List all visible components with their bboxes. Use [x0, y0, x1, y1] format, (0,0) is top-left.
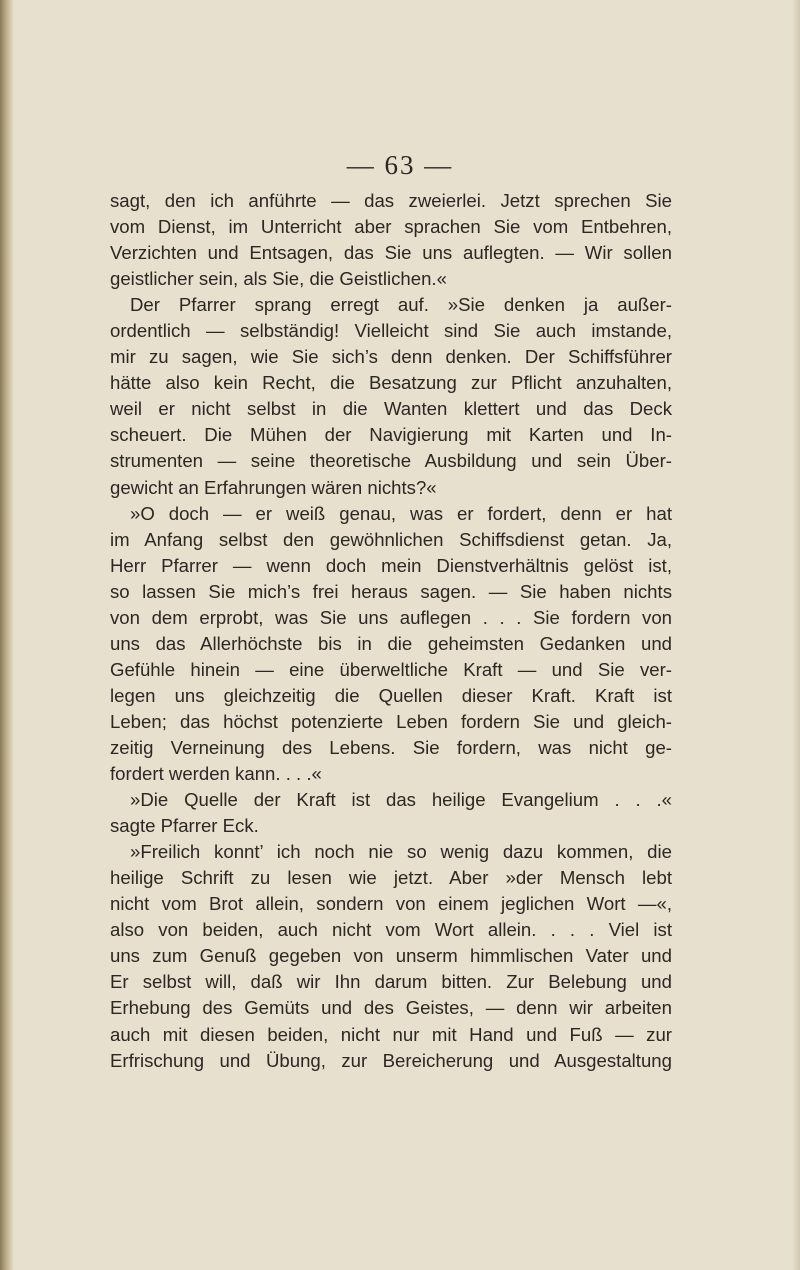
text-line: »Die Quelle der Kraft ist das heilige Evangelium . . .«: [130, 789, 672, 811]
text-line: geistlicher sein, als Sie, die Geistlichen.«: [110, 268, 447, 290]
paragraph-4: [110, 787, 672, 839]
text-line: »Freilich konnt’ ich noch nie so wenig dazu kommen, die: [130, 841, 672, 863]
text-line: legen uns gleichzeitig die Quellen dieser Kraft. Kraft ist: [110, 684, 672, 706]
text-line: mir zu sagen, wie Sie sich’s denn denken. Der Schiffsführer: [110, 346, 672, 368]
text-line: hätte also kein Recht, die Besatzung zur Pflicht anzuhalten,: [110, 372, 672, 394]
text-line: von dem erprobt, was Sie uns auflegen . . . Sie fordern von: [110, 606, 672, 628]
text-line: zeitig Verneinung des Lebens. Sie fordern, was nicht ge-: [110, 736, 672, 758]
text-line: Verzichten und Entsagen, das Sie uns auflegten. — Wir sollen: [110, 242, 672, 264]
page-edge-right: [792, 0, 800, 1270]
page-edge-left: [0, 0, 14, 1270]
text-line: Erhebung des Gemüts und des Geistes, — denn wir arbeiten: [110, 997, 672, 1019]
text-line: nicht vom Brot allein, sondern von einem jeglichen Wort —«,: [110, 893, 672, 915]
text-line: sagte Pfarrer Eck.: [110, 815, 259, 837]
text-line: fordert werden kann. . . .«: [110, 763, 322, 785]
text-line: vom Dienst, im Unterricht aber sprachen Sie vom Entbehren,: [110, 216, 672, 238]
text-line: uns das Allerhöchste bis in die geheimsten Gedanken und: [110, 632, 672, 654]
text-line: weil er nicht selbst in die Wanten klettert und das Deck: [110, 398, 672, 420]
text-line: »O doch — er weiß genau, was er fordert, denn er hat: [130, 502, 672, 524]
text-line: gewicht an Erfahrungen wären nichts?«: [110, 476, 437, 498]
paragraph-3: [110, 501, 672, 788]
page-number: — 63 —: [346, 150, 454, 180]
text-line: Leben; das höchst potenzierte Leben fordern Sie und gleich-: [110, 710, 672, 732]
text-line: Er selbst will, daß wir Ihn darum bitten. Zur Belebung und: [110, 971, 672, 993]
text-line: Gefühle hinein — eine überweltliche Kraft — und Sie ver-: [110, 658, 672, 680]
text-line: scheuert. Die Mühen der Navigierung mit Karten und In-: [110, 424, 672, 446]
text-line: uns zum Genuß gegeben von unserm himmlischen Vater und: [110, 945, 672, 967]
text-line: strumenten — seine theoretische Ausbildung und sein Über-: [110, 450, 672, 472]
paragraph-1: [110, 188, 672, 292]
text-line: auch mit diesen beiden, nicht nur mit Hand und Fuß — zur: [110, 1023, 672, 1045]
text-line: Der Pfarrer sprang erregt auf. »Sie denken ja außer-: [130, 294, 672, 316]
text-line: sagt, den ich anführte — das zweierlei. Jetzt sprechen Sie: [110, 190, 672, 211]
text-line: Herr Pfarrer — wenn doch mein Dienstverhältnis gelöst ist,: [110, 554, 672, 576]
text-line: heilige Schrift zu lesen wie jetzt. Aber »der Mensch lebt: [110, 867, 672, 889]
text-line: Erfrischung und Übung, zur Bereicherung und Ausgestaltung: [110, 1049, 672, 1071]
page-body: [110, 188, 672, 1074]
paragraph-2: [110, 292, 672, 500]
text-line: im Anfang selbst den gewöhnlichen Schiffsdienst getan. Ja,: [110, 528, 672, 550]
text-line: so lassen Sie mich’s frei heraus sagen. — Sie haben nichts: [110, 580, 672, 602]
text-line: ordentlich — selbständig! Vielleicht sind Sie auch imstande,: [110, 320, 672, 342]
text-line: also von beiden, auch nicht vom Wort allein. . . . Viel ist: [110, 919, 672, 941]
paragraph-5: [110, 839, 672, 1073]
